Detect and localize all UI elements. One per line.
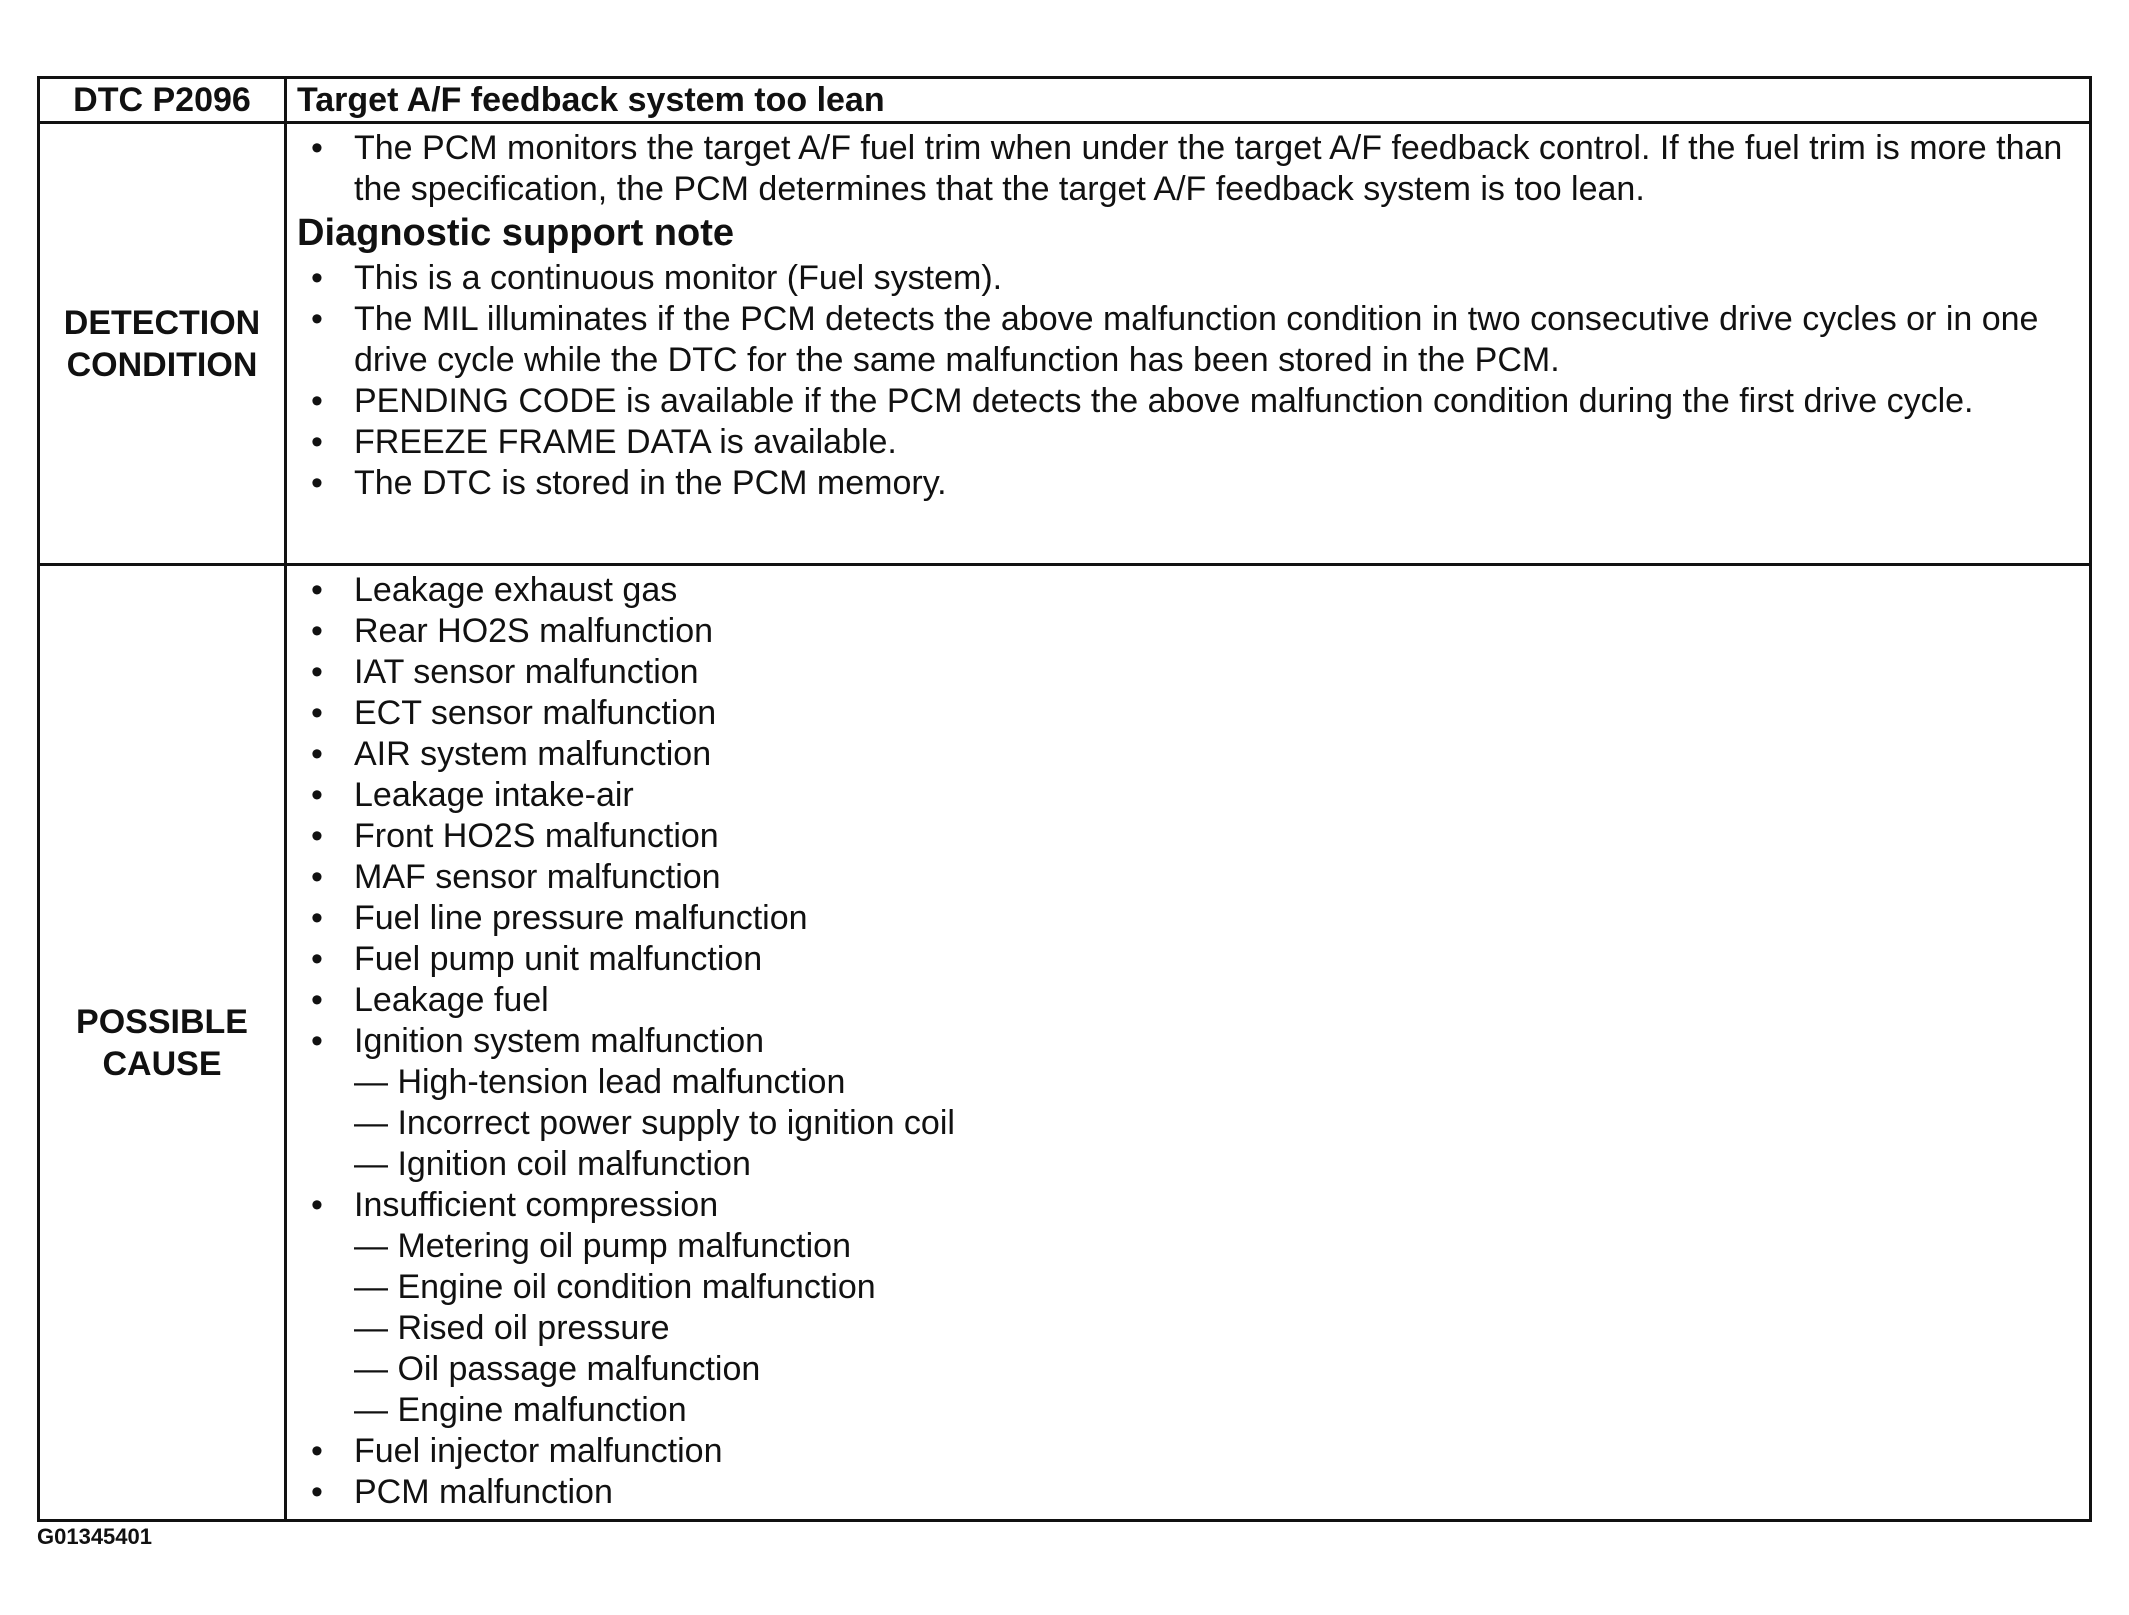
list-item: • Insufficient compression <box>297 1185 2075 1226</box>
cause-label-line2: CAUSE <box>102 1044 222 1083</box>
header-row <box>39 78 2091 123</box>
detection-intro-list <box>297 128 2075 210</box>
list-item: • PCM malfunction <box>297 1472 2075 1513</box>
detection-content <box>286 123 2091 565</box>
sub-list-item: — High-tension lead malfunction <box>354 1063 846 1101</box>
dtc-title: Target A/F feedback system too lean <box>286 78 2091 123</box>
sub-list-item: — Metering oil pump malfunction <box>354 1227 852 1265</box>
list-item: • Front HO2S malfunction <box>297 816 2075 857</box>
support-note-list <box>297 258 2075 504</box>
list-item: • PENDING CODE is available if the PCM detects the above malfunction condition during the first drive cycle. <box>297 381 2075 422</box>
detection-label <box>39 123 286 565</box>
cause-list <box>297 570 2075 1513</box>
list-item: • IAT sensor malfunction <box>297 652 2075 693</box>
list-item: • MAF sensor malfunction <box>297 857 2075 898</box>
cause-label-line1: POSSIBLE <box>76 1002 248 1041</box>
cause-label <box>39 565 286 1521</box>
sub-list-item: — Incorrect power supply to ignition coil <box>354 1104 955 1142</box>
support-note-heading: Diagnostic support note <box>297 212 734 254</box>
sub-list-item: — Engine oil condition malfunction <box>354 1268 876 1306</box>
list-item: • FREEZE FRAME DATA is available. <box>297 422 2075 463</box>
list-item: • Leakage intake-air <box>297 775 2075 816</box>
cause-row <box>39 565 2091 1521</box>
list-item: • The MIL illuminates if the PCM detects the above malfunction condition in two consecutive drive cycles or in one drive cycle while the DTC for the same malfunction has been stored in the PCM. <box>297 299 2075 381</box>
list-item: • AIR system malfunction <box>297 734 2075 775</box>
detection-label-line1: DETECTION <box>63 303 261 342</box>
sub-list-item: — Ignition coil malfunction <box>354 1145 751 1183</box>
list-item: • Fuel pump unit malfunction <box>297 939 2075 980</box>
sub-list-item: — Engine malfunction <box>354 1391 687 1429</box>
list-item: • Fuel injector malfunction <box>297 1431 2075 1472</box>
dtc-code: DTC P2096 <box>39 78 286 123</box>
detection-label-line2: CONDITION <box>66 345 258 384</box>
figure-code: G01345401 <box>37 1524 152 1549</box>
list-item: • Leakage exhaust gas <box>297 570 2075 611</box>
list-item: • The DTC is stored in the PCM memory. <box>297 463 2075 504</box>
cause-content <box>286 565 2091 1521</box>
list-item: • Rear HO2S malfunction <box>297 611 2075 652</box>
list-item: • This is a continuous monitor (Fuel system). <box>297 258 2075 299</box>
list-item: • Leakage fuel <box>297 980 2075 1021</box>
detection-row <box>39 123 2091 565</box>
sub-list-item: — Rised oil pressure <box>354 1309 670 1347</box>
list-item: • ECT sensor malfunction <box>297 693 2075 734</box>
sub-list-item: — Oil passage malfunction <box>354 1350 761 1388</box>
list-item: • Ignition system malfunction <box>297 1021 2075 1062</box>
dtc-table <box>37 76 2092 1522</box>
list-item: • Fuel line pressure malfunction <box>297 898 2075 939</box>
list-item: • The PCM monitors the target A/F fuel trim when under the target A/F feedback control. If the fuel trim is more than the specification, the PCM determines that the target A/F feedback system is too lean. <box>297 128 2075 210</box>
